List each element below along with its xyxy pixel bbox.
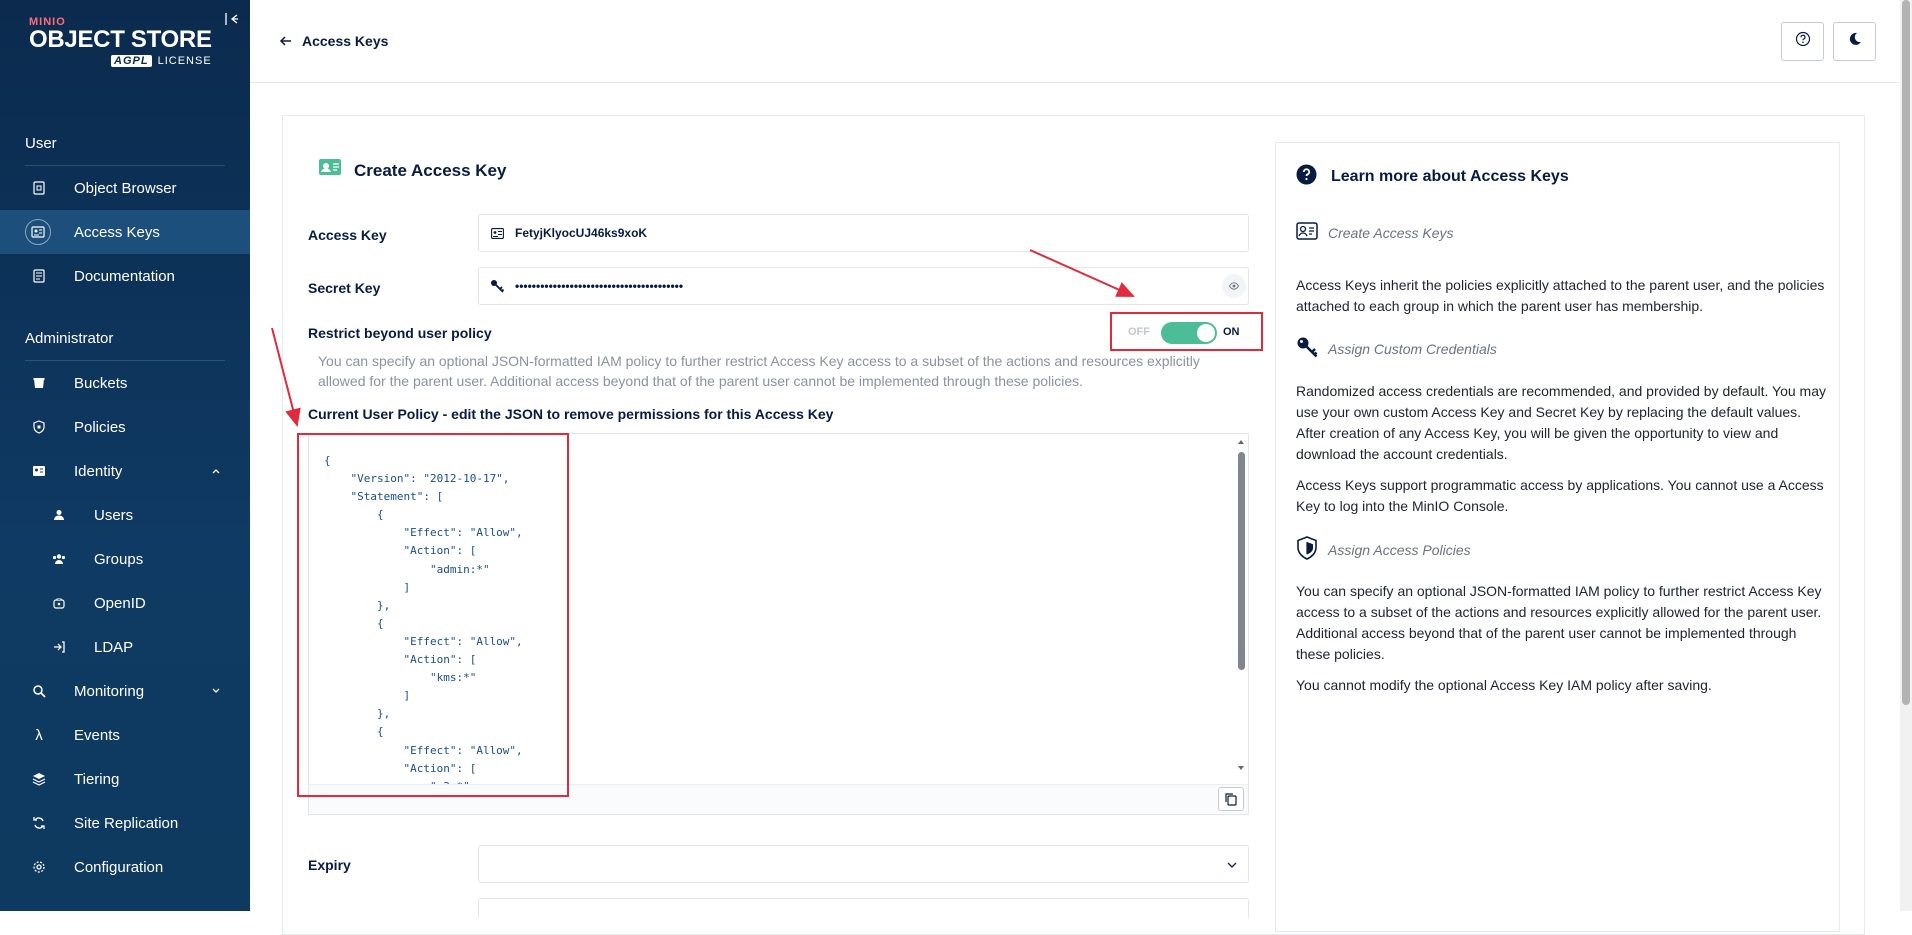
bucket-icon: [29, 373, 49, 393]
sidebar-item-label: Users: [94, 506, 134, 524]
sidebar: [0, 0, 250, 911]
help-paragraph: Randomized access credentials are recommended, and provided by default. You may use your own custom Access Key and Secret Key by replacing the default values. After creation of any Access Key, you will be given the opportunity to view and download the account credentials.: [1296, 383, 1826, 462]
ldap-icon: [49, 637, 69, 657]
dark-mode-button[interactable]: [1833, 22, 1876, 61]
help-paragraph: You cannot modify the optional Access Key IAM policy after saving.: [1296, 677, 1712, 693]
sidebar-item-label: Groups: [94, 550, 144, 568]
form-title-text: Create Access Key: [354, 160, 507, 180]
secret-key-input[interactable]: [478, 267, 1249, 305]
access-key-label: Access Key: [308, 227, 387, 243]
id-card-icon: [1296, 222, 1318, 243]
page-scrollbar[interactable]: [1900, 0, 1912, 911]
collapse-sidebar-icon[interactable]: [225, 12, 241, 28]
identity-icon: [29, 461, 49, 481]
user-section-title: User: [25, 135, 57, 152]
help-heading: Assign Access Policies: [1328, 541, 1471, 558]
logo-product: OBJECT STORE: [29, 26, 212, 53]
back-link-label: Access Keys: [302, 33, 389, 49]
sidebar-item-label: Tiering: [74, 770, 120, 788]
sidebar-item-label: Object Browser: [74, 179, 177, 197]
sidebar-item-label: Site Replication: [74, 814, 179, 832]
chevron-down-icon: [1226, 858, 1238, 876]
monitoring-icon: [29, 681, 49, 701]
openid-icon: [49, 593, 69, 613]
logo-license: LICENSE: [157, 55, 212, 67]
sidebar-item-object-browser[interactable]: [0, 166, 250, 210]
page-scroll-thumb[interactable]: [1902, 0, 1910, 705]
next-field[interactable]: [478, 898, 1249, 918]
help-paragraph: Access Keys inherit the policies explicitly attached to the parent user, and the policies attached to each group in which the parent user has membership.: [1296, 277, 1825, 314]
moon-icon: [1848, 32, 1862, 51]
sidebar-item-policies[interactable]: [0, 405, 250, 449]
help-heading: Assign Custom Credentials: [1328, 340, 1497, 357]
access-key-card-icon: [318, 158, 344, 183]
sidebar-item-label: Documentation: [74, 267, 175, 285]
restrict-policy-toggle[interactable]: [1110, 312, 1263, 351]
access-key-value: FetyjKlyocUJ46ks9xoK: [515, 226, 648, 240]
policy-editor-label: Current User Policy - edit the JSON to remove permissions for this Access Key: [308, 406, 834, 422]
toggle-knob: [1197, 324, 1215, 342]
question-icon: [1795, 31, 1811, 52]
sidebar-item-label: Events: [74, 726, 120, 744]
question-circle-icon: [1296, 164, 1317, 190]
chevron-up-icon[interactable]: [211, 463, 221, 480]
sidebar-item-label: OpenID: [94, 594, 146, 612]
shield-icon: [1296, 536, 1318, 563]
sidebar-item-label: Access Keys: [74, 223, 160, 241]
help-paragraph: You can specify an optional JSON-formatted IAM policy to further restrict Access Key access to a subset of the actions and resources explicitly allowed for the parent user. Additional access beyond that of the parent user cannot be implemented through these policies.: [1296, 583, 1822, 662]
lambda-icon: λ: [35, 726, 43, 744]
folder-icon: [29, 178, 49, 198]
sidebar-item-label: LDAP: [94, 638, 134, 656]
sidebar-item-identity[interactable]: [0, 449, 250, 493]
restrict-policy-description: You can specify an optional JSON-formatted IAM policy to further restrict Access Key access to a subset of the actions and resources explicitly allowed for the parent user. Additional access beyond that of the parent user cannot be implemented through these policies.: [318, 353, 1200, 389]
help-section-policies: [1296, 536, 1471, 563]
expiry-select[interactable]: [478, 845, 1249, 883]
sidebar-item-configuration[interactable]: [0, 845, 250, 889]
shield-icon: [29, 417, 49, 437]
help-section-create: [1296, 222, 1454, 243]
expiry-label: Expiry: [308, 857, 351, 873]
help-title-text: Learn more about Access Keys: [1331, 168, 1569, 185]
logo-brand: MINIO: [29, 16, 66, 28]
sidebar-item-events[interactable]: [0, 713, 250, 757]
id-card-icon: [489, 225, 505, 241]
id-card-icon: [25, 219, 51, 245]
page-header: [250, 0, 1912, 83]
sidebar-item-label: Configuration: [74, 858, 164, 876]
toggle-switch[interactable]: [1161, 322, 1217, 344]
copy-icon[interactable]: [1218, 787, 1244, 811]
back-link[interactable]: [280, 33, 388, 49]
sidebar-item-label: Monitoring: [74, 682, 145, 700]
sidebar-item-label: Buckets: [74, 374, 128, 392]
arrow-left-icon: [280, 33, 292, 49]
sidebar-item-documentation[interactable]: [0, 254, 250, 298]
help-heading: Create Access Keys: [1328, 224, 1454, 241]
sidebar-item-groups[interactable]: [0, 537, 250, 581]
editor-scroll-thumb[interactable]: [1238, 452, 1245, 670]
key-icon: [1296, 336, 1318, 361]
sidebar-item-ldap[interactable]: [0, 625, 250, 669]
show-password-icon[interactable]: [1222, 274, 1246, 298]
secret-key-value: ••••••••••••••••••••••••••••••••••••••••: [515, 279, 684, 293]
sidebar-item-label: Identity: [74, 462, 123, 480]
sidebar-item-buckets[interactable]: [0, 361, 250, 405]
help-title: [1296, 164, 1569, 190]
agpl-badge: AGPL: [111, 55, 152, 67]
access-key-input[interactable]: [478, 214, 1249, 252]
key-icon: [489, 278, 505, 294]
sidebar-item-site-replication[interactable]: [0, 801, 250, 845]
help-paragraph: Access Keys support programmatic access by applications. You cannot use a Access Key to log into the MinIO Console.: [1296, 477, 1824, 514]
help-button[interactable]: [1781, 22, 1824, 61]
secret-key-label: Secret Key: [308, 280, 381, 296]
sidebar-item-access-keys[interactable]: [0, 210, 250, 254]
form-title: [318, 158, 506, 183]
sidebar-item-openid[interactable]: [0, 581, 250, 625]
user-icon: [49, 505, 69, 525]
chevron-down-icon[interactable]: [211, 683, 221, 700]
sidebar-item-label: Policies: [74, 418, 126, 436]
replication-icon: [29, 813, 49, 833]
toggle-off-label: OFF: [1128, 325, 1150, 338]
gear-icon: [29, 857, 49, 877]
minio-logo[interactable]: [29, 16, 212, 67]
toggle-on-label: ON: [1223, 325, 1240, 338]
groups-icon: [49, 549, 69, 569]
tiering-icon: [29, 769, 49, 789]
sidebar-item-users[interactable]: [0, 493, 250, 537]
document-icon: [29, 266, 49, 286]
policy-json-code[interactable]: { "Version": "2012-10-17", "Statement": [ { "Effect": "Allow", "Action": [ "admin:*" ] }, { "Effect": "Allow", "Action": [ "kms:*" ] }, { "Effect": "Allow", "Action": [: [324, 454, 523, 775]
sidebar-item-tiering[interactable]: [0, 757, 250, 801]
annotation-highlight-box: [297, 433, 569, 797]
restrict-policy-label: Restrict beyond user policy: [308, 325, 492, 341]
sidebar-item-monitoring[interactable]: [0, 669, 250, 713]
admin-section-title: Administrator: [25, 330, 114, 347]
help-section-credentials: [1296, 336, 1497, 361]
